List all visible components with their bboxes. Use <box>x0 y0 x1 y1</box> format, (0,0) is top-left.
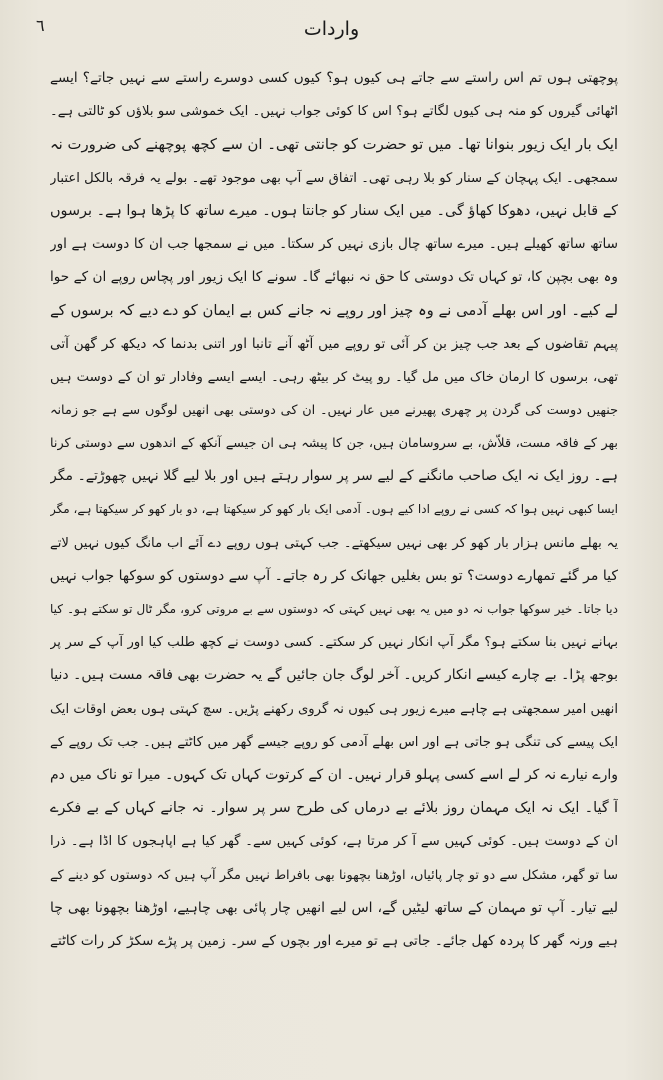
text-line: کے قابل نہیں، دھوکا کھاؤ گی۔ میں ایک سنار کو جانتا ہوں۔ میرے ساتھ کا پڑھا ہوا ہے۔ برسوں <box>50 202 618 219</box>
text-line: سمجھی۔ ایک پہچان کے سنار کو بلا رہی تھی۔ اتفاق سے آپ بھی موجود تھے۔ بولے یہ فرقہ بالکل اعتبار <box>50 170 618 186</box>
text-line: کیا مر گئے تمھارے دوست؟ تو بس بغلیں جھانک کر رہ جاتے۔ آپ سے دوستوں کو سوکھا جواب نہیں <box>50 567 618 584</box>
text-line: وارے نیارے نہ کر لے اسے کسی پہلو قرار نہیں۔ ان کے کرتوت کہاں تک کہوں۔ میرا تو ناک میں دم <box>50 766 618 783</box>
text-line: انھیں امیر سمجھتی ہے چاہے میرے زیور ہی کیوں نہ گروی رکھنے پڑیں۔ سچ کہتی ہوں بعض اوقات ایک <box>50 701 618 717</box>
text-line: سا تو گھر، مشکل سے دو تو چار پائیاں، اوڑھنا بچھونا بھی بافراط نہیں مگر آپ ہیں کہ دوستوں کو دینے کے <box>50 867 618 883</box>
page-header <box>0 0 663 62</box>
page-body-text <box>50 62 618 958</box>
page-number: ٦ <box>36 16 45 35</box>
text-line: ایک پیسے کی تنگی ہو جاتی ہے اور اس بھلے آدمی کو روپے جیسے گھر میں کاٹتے ہیں۔ جب تک روپے کے <box>50 734 618 750</box>
text-line: لیے تیار۔ آپ تو مہمان کے ساتھ لیٹیں گے، اس لیے انھیں چار پائی بھی چاہیے، اوڑھنا بچھونا بھی چا <box>50 899 618 916</box>
running-title: واردات <box>303 18 360 40</box>
text-line: آ گیا۔ ایک نہ ایک مہمان روز بلائے بے درماں کی طرح سر پر سوار۔ نہ جانے کہاں کے بے فکرے <box>50 800 618 817</box>
text-line: ہیے ورنہ گھر کا پردہ کھل جائے۔ جاتی ہے تو میرے اور بچوں کے سر۔ زمین پر پڑے سکڑ کر رات کاٹتے <box>50 932 618 949</box>
text-line: ایک بار ایک زیور بنوانا تھا۔ میں تو حضرت کو جانتی تھی۔ ان سے کچھ پوچھنے کی ضرورت نہ <box>50 136 618 154</box>
text-line: یہ بھلے مانس ہزار بار کھو کر بھی نہیں سیکھتے۔ جب کہتی ہوں روپے دے آئے اب مانگ کیوں نہیں لاتے <box>50 535 618 551</box>
text-line: تھی، برسوں کا ارمان خاک میں مل گیا۔ رو پیٹ کر بیٹھ رہی۔ ایسے ایسے وفادار تو ان کے دوست ہیں <box>50 369 618 385</box>
text-line: ہے۔ روز ایک نہ ایک صاحب مانگنے کے لیے سر پر سوار رہتے ہیں اور بلا لیے گلا نہیں چھوڑتے۔ مگر <box>50 468 618 485</box>
text-line: دیا جاتا۔ خیر سوکھا جواب نہ دو میں یہ بھی نہیں کہتی کہ دوستوں سے بے مروتی کرو، مگر ٹال تو سکتے ہو۔ کیا <box>50 602 618 616</box>
text-line: ایسا کبھی نہیں ہوا کہ کسی نے روپے ادا کیے ہوں۔ آدمی ایک بار کھو کر سیکھتا ہے، دو بار کھو کر سیکھتا ہے، مگر <box>50 502 618 517</box>
text-line: اٹھائی گیروں کو منہ ہی کیوں لگاتے ہو؟ اس کا کوئی جواب نہیں۔ ایک خموشی سو بلاؤں کو ٹالتی ہے۔ <box>50 104 618 120</box>
text-line: ساتھ ساتھ کھیلے ہیں۔ میرے ساتھ چال بازی نہیں کر سکتا۔ میں نے سمجھا جب ان کا دوست ہے اور <box>50 235 618 252</box>
text-line: ان کے دوست ہیں۔ کوئی کہیں سے آ کر مرتا ہے، کوئی کہیں سے۔ گھر کیا ہے اپاہجوں کا اڈا ہے۔ ذرا <box>50 834 618 850</box>
text-line: بہانے نہیں بنا سکتے ہو؟ مگر آپ انکار نہیں کر سکتے۔ کسی دوست نے کچھ طلب کیا اور آپ کے سر پر <box>50 635 618 651</box>
text-line: وہ بھی بچپن کا، تو کہاں تک دوستی کا حق نہ نبھائے گا۔ سونے کا ایک زیور اور پچاس روپے ان کے حوا <box>50 269 618 286</box>
text-line: پوچھتی ہوں تم اس راستے سے جاتے ہی کیوں ہو؟ کیوں کسی دوسرے راستے سے نہیں جاتے؟ ایسے <box>50 70 618 86</box>
text-line: پیہم تقاضوں کے بعد جب چیز بن کر آئی تو روپے میں آٹھ آنے تانبا اور اتنی بدنما کہ دیکھ کر گھن آتی <box>50 335 618 352</box>
text-line: بوجھ پڑا۔ بے چارے کیسے انکار کریں۔ آخر لوگ جان جائیں گے یہ حضرت بھی فاقہ مست ہیں۔ دنیا <box>50 667 618 684</box>
text-line: جنھیں دوست کی گردن پر چھری پھیرنے میں عار نہیں۔ ان کی دوستی بھی انھیں لوگوں سے ہے جو زمانہ <box>50 402 618 418</box>
text-line: لے کیے۔ اور اس بھلے آدمی نے وہ چیز اور روپے نہ جانے کس بے ایمان کو دے دیے کہ برسوں کے <box>50 302 618 320</box>
text-line: بھر کے فاقہ مست، قلاّش، بے سروسامان ہیں، جن کا پیشہ ہی ان جیسے آنکھ کے اندھوں سے دوستی کرنا <box>50 436 618 452</box>
